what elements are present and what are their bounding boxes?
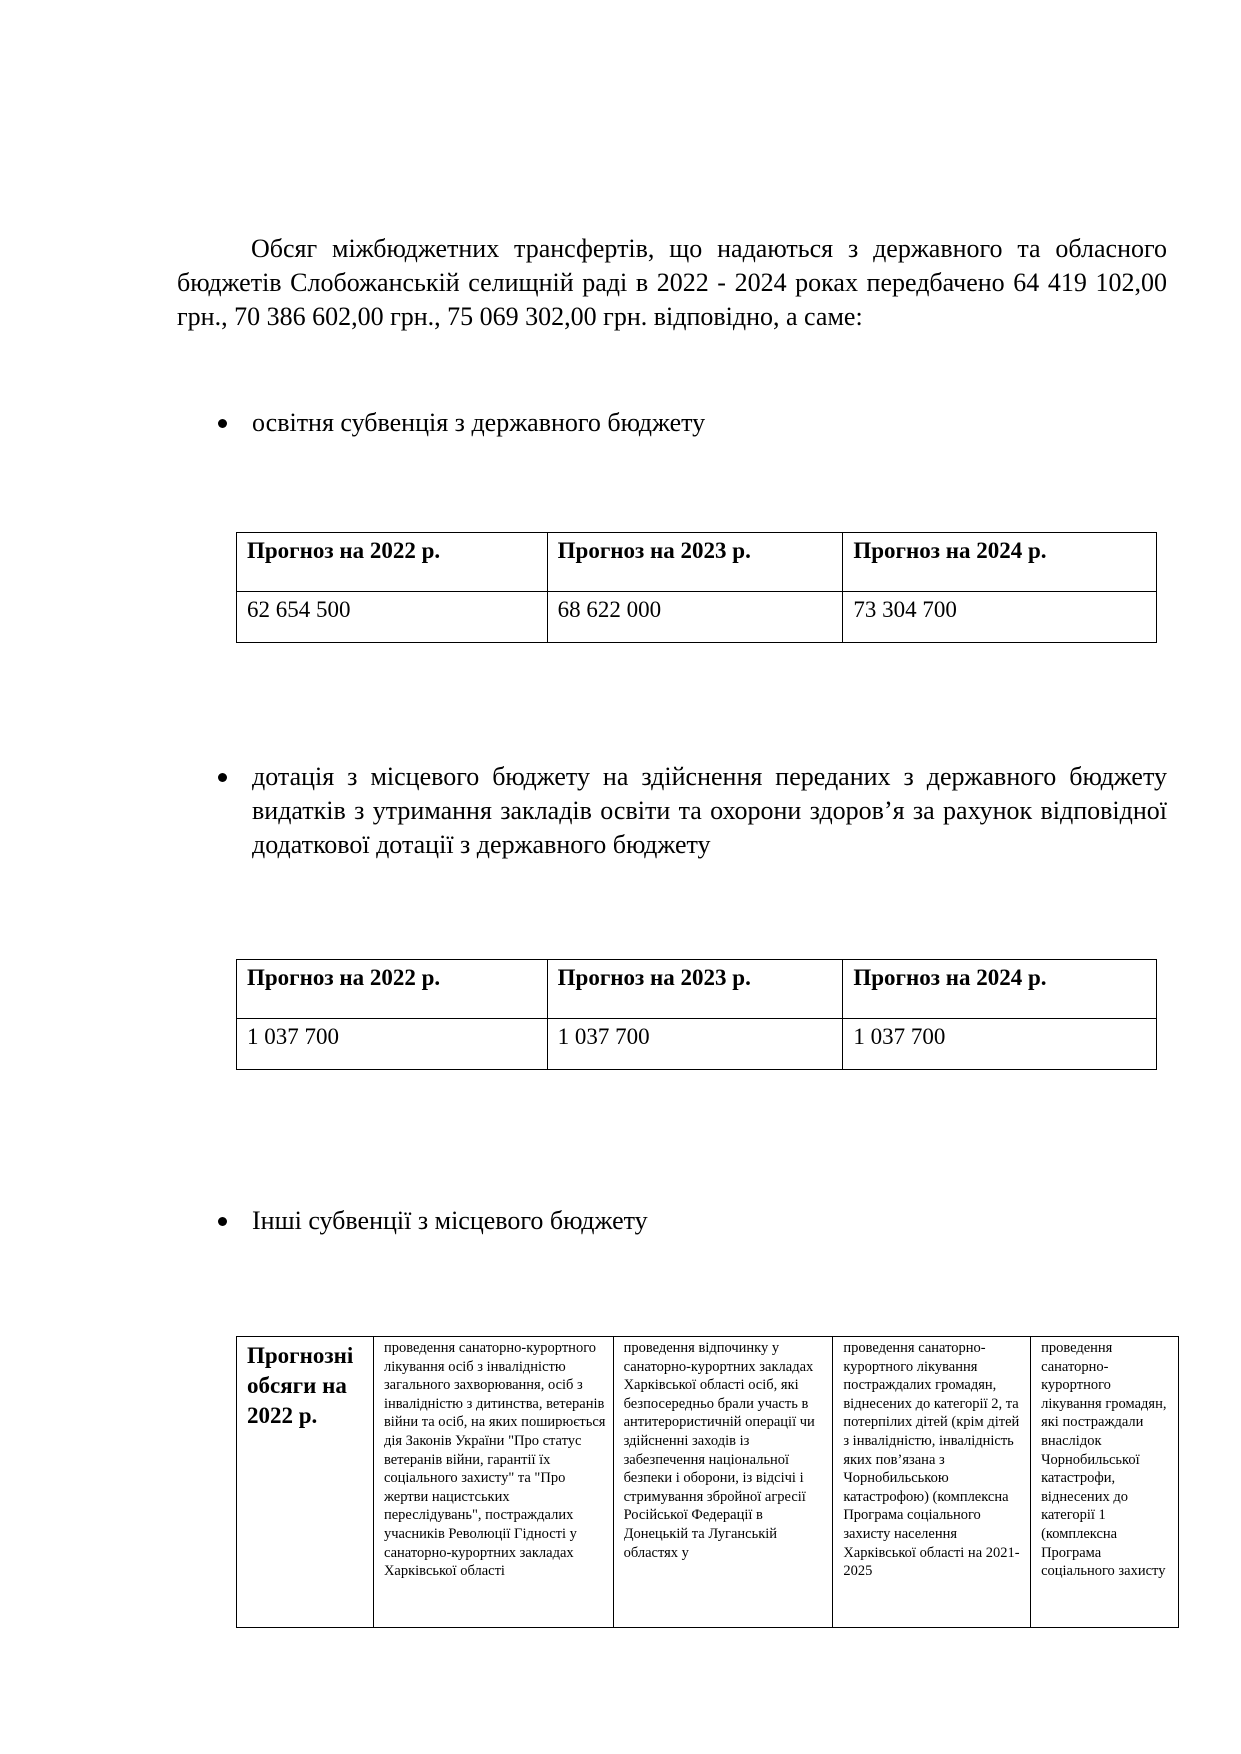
table-row [237,592,1157,643]
bullet-icon [218,1217,227,1226]
table-cell [833,1337,1031,1628]
bullet-text: Інші субвенції з місцевого бюджету [252,1206,648,1235]
table-row [237,1337,1179,1628]
table-header-row [237,960,1157,1019]
table-cell-text: проведення санаторно-курортного лікування осіб з інвалідністю загального захворювання, осіб з інвалідністю з дитинства, ветеранів війни та осіб, на яких поширюється дія Законів України "Про статус ветеранів війни, гарантії їх соціального захисту" та "Про жертви нацистських переслідувань", постраждалих учасників Революції Гідності у санаторно-курортних закладах Харківської області [383,1340,606,1580]
bullet-item [214,760,1167,862]
table-cell [1031,1337,1179,1628]
bullet-item [214,1204,1167,1238]
forecast-table-local-budget-grant [236,959,1157,1070]
table-cell-text: проведення санаторно-курортного лікування постраждалих громадян, віднесених до категорії 2, та потерпілих дітей (крім дітей з інвалідністю, інвалідність яких пов’язана з Чорнобильською катастрофою) (комплексна Програма соціального захисту населення Харківської області на 2021-2025 [843,1340,1020,1580]
table-cell-text: проведення відпочинку у санаторно-курортних закладах Харківської області осіб, які безпосередньо брали участь в антитерористичній операції чи здійсненні заходів із забезпечення національної безпеки і оборони, із відсічі і стримування збройної агресії Російської Федерації в Донецькій та Луганській областях у [623,1340,815,1561]
table-header-cell: Прогноз на 2024 р. [843,960,1157,1019]
bullet-item [214,406,1167,440]
table-header-cell: Прогноз на 2023 р. [547,960,843,1019]
bullet-text: дотація з місцевого бюджету на здійснення переданих з державного бюджету видатків з утримання закладів освіти та охорони здоров’я за рахунок відповідної додаткової дотації з державного бюджету [252,762,1167,859]
table-row-label: Прогнозні обсяги на 2022 р. [237,1337,374,1628]
table-cell: 62 654 500 [237,592,548,643]
table-cell: 73 304 700 [843,592,1157,643]
table-cell [373,1337,613,1628]
table-header-cell: Прогноз на 2024 р. [843,533,1157,592]
table-header-row [237,533,1157,592]
bullet-icon [218,419,227,428]
table-header-cell: Прогноз на 2023 р. [547,533,843,592]
table-header-cell: Прогноз на 2022 р. [237,533,548,592]
table-cell [613,1337,833,1628]
bullet-text: освітня субвенція з державного бюджету [252,408,706,437]
table-cell: 1 037 700 [547,1019,843,1070]
table-row [237,1019,1157,1070]
other-subventions-table [236,1336,1179,1628]
forecast-table-education-subvention [236,532,1157,643]
table-cell: 68 622 000 [547,592,843,643]
table-cell-text: проведення санаторно-курортного лікування громадян, які постраждали внаслідок Чорнобильської катастрофи, віднесених до категорії 1 (комплексна Програма соціального захисту [1041,1340,1167,1580]
table-header-cell: Прогноз на 2022 р. [237,960,548,1019]
bullet-icon [218,773,227,782]
table-cell: 1 037 700 [237,1019,548,1070]
table-cell: 1 037 700 [843,1019,1157,1070]
intro-paragraph: Обсяг міжбюджетних трансфертів, що надаються з державного та обласного бюджетів Слобожанській селищній раді в 2022 - 2024 роках передбачено 64 419 102,00 грн., 70 386 602,00 грн., 75 069 302,00 грн. відповідно, а саме: [177,234,1167,331]
